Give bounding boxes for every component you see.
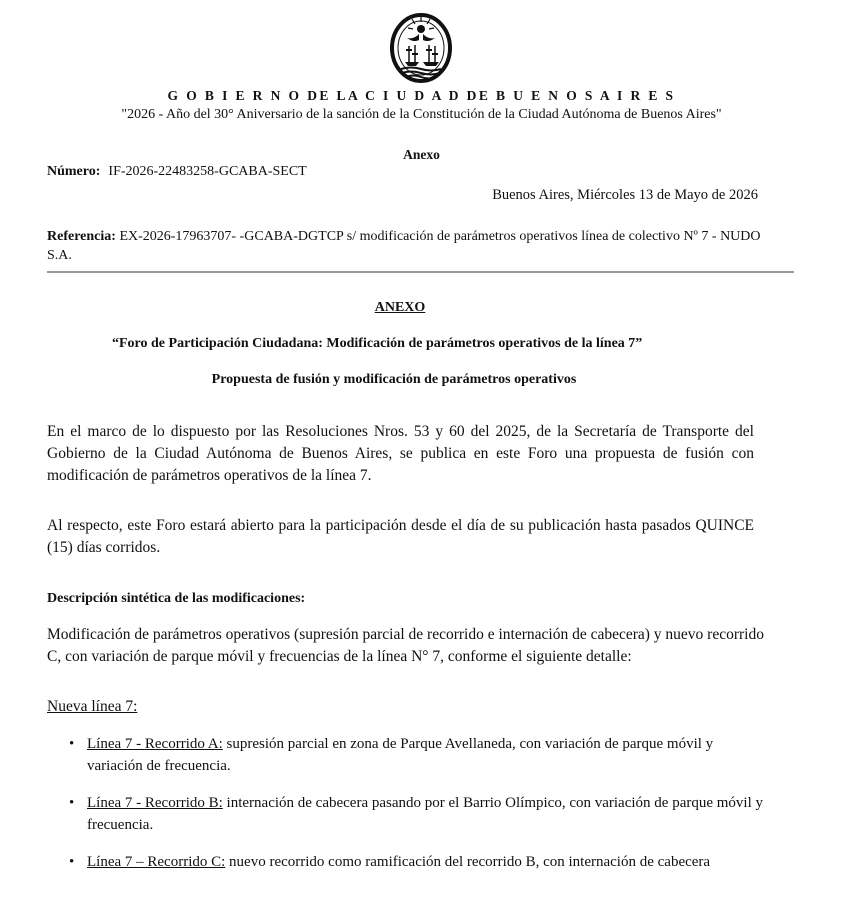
list-item-recorrido-b [47, 792, 767, 836]
paragraph-resoluciones: En el marco de lo dispuesto por las Resoluciones Nros. 53 y 60 del 2025, de la Secretaría de Transporte del Gobierno de la Ciudad Autónoma de Buenos Aires, se publica en este Foro una propuesta de fusión con modificación de parámetros operativos de la línea 7. [47, 423, 754, 484]
buenos-aires-seal-icon [389, 12, 453, 84]
route-list [47, 733, 767, 888]
document-date: Buenos Aires, Miércoles 13 de Mayo de 2026 [492, 187, 758, 203]
route-text: nuevo recorrido como ramificación del recorrido B, con internación de cabecera [225, 854, 711, 870]
referencia-value: EX-2026-17963707- -GCABA-DGTCP s/ modificación de parámetros operativos línea de colectivo Nº 7 - NUDO S.A. [47, 229, 761, 263]
document-number [47, 164, 307, 180]
route-text: supresión parcial en zona de Parque Avellaneda, con variación de parque móvil y variación de frecuencia. [87, 736, 714, 774]
government-header: G O B I E R N O DE LA C I U D A D DE B U E N O S A I R E S [167, 88, 676, 103]
reference [47, 227, 767, 265]
bullet: • [69, 795, 75, 811]
bullet: • [69, 736, 75, 752]
year-motto: "2026 - Año del 30° Aniversario de la sanción de la Constitución de la Ciudad Autónoma de Buenos Aires" [121, 107, 722, 122]
route-tag: Línea 7 - Recorrido A: [87, 736, 223, 752]
numero-value: IF-2026-22483258-GCABA-SECT [108, 164, 307, 179]
paragraph-modificacion: Modificación de parámetros operativos (supresión parcial de recorrido e internación de cabecera) y nuevo recorrido C, con variación de parque móvil y frecuencias de la línea N° 7, conforme el siguiente detalle: [47, 626, 764, 665]
nueva-linea-heading: Nueva línea 7: [47, 698, 138, 715]
route-text: internación de cabecera pasando por el Barrio Olímpico, con variación de parque móvil y frecuencia. [87, 795, 764, 833]
document-type-heading: Anexo [403, 147, 440, 162]
paragraph-plazo: Al respecto, este Foro estará abierto para la participación desde el día de su publicación hasta pasados QUINCE (15) días corridos. [47, 517, 754, 556]
numero-label: Número: [47, 164, 101, 179]
route-tag: Línea 7 - Recorrido B: [87, 795, 223, 811]
route-tag: Línea 7 – Recorrido C: [87, 854, 226, 870]
proposal-title: Propuesta de fusión y modificación de parámetros operativos [211, 372, 577, 387]
divider [47, 271, 794, 273]
bullet: • [69, 854, 75, 870]
list-item-recorrido-a [47, 733, 767, 777]
list-item-recorrido-c [47, 851, 767, 873]
referencia-label: Referencia: [47, 229, 116, 244]
annex-title: ANEXO [374, 300, 426, 315]
foro-title: “Foro de Participación Ciudadana: Modificación de parámetros operativos de la línea 7” [112, 336, 643, 351]
description-heading: Descripción sintética de las modificaciones: [47, 591, 306, 606]
